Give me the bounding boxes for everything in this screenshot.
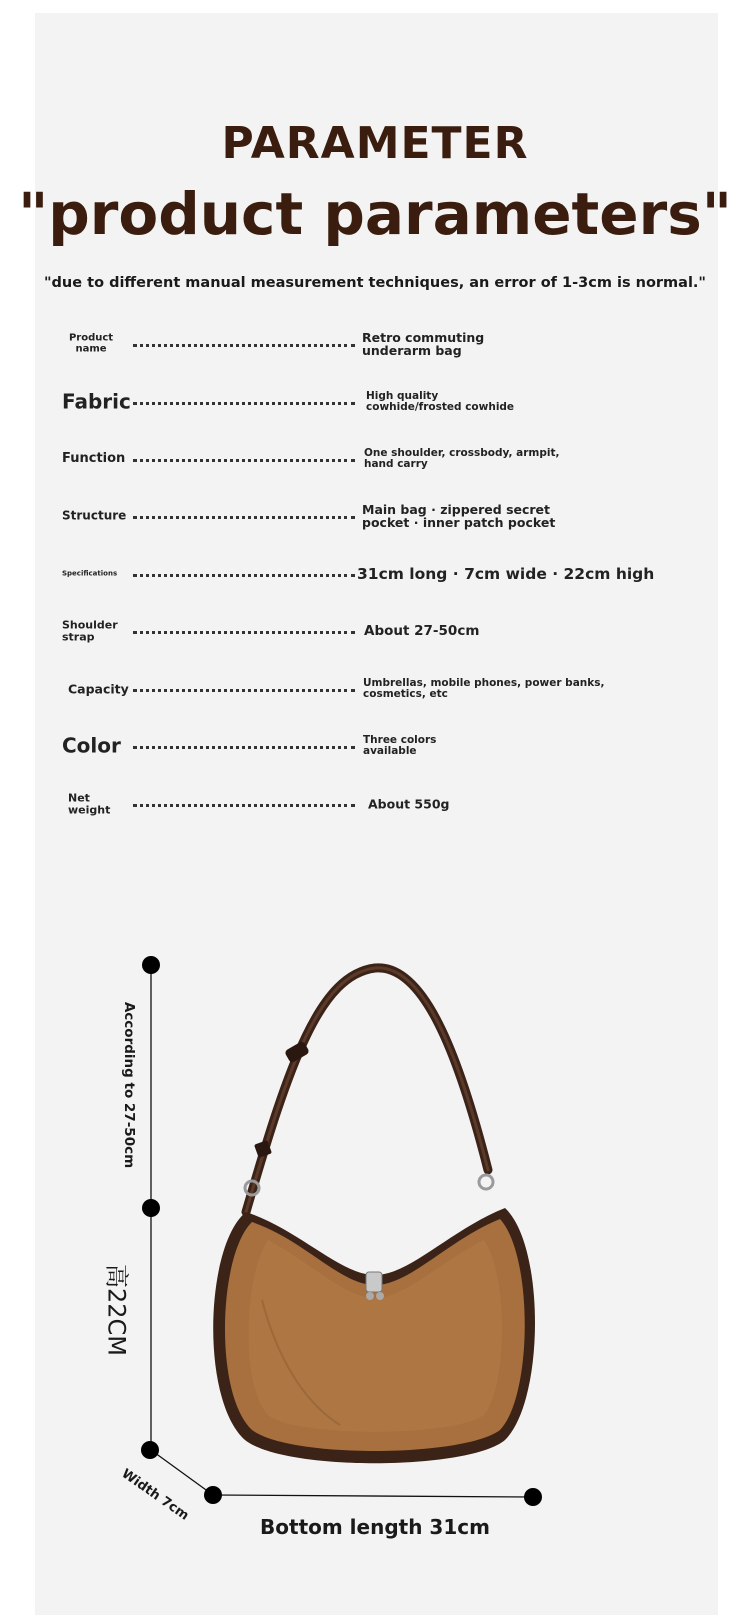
page-title: PARAMETER	[221, 118, 529, 169]
bottom-length-label: Bottom length 31cm	[260, 1515, 490, 1539]
strap-length-label: According to 27-50cm	[121, 1001, 137, 1169]
param-value: About 27-50cm	[364, 622, 480, 639]
bag-bottom-dot	[141, 1441, 159, 1459]
param-value: Main bag · zippered secret pocket · inner patch pocket	[362, 501, 556, 530]
strap-bottom-dot	[142, 1199, 160, 1217]
param-value: Retro commuting underarm bag	[362, 329, 485, 358]
param-label: Structure	[62, 508, 127, 523]
bag-body	[213, 1208, 535, 1463]
param-value: Three colors available	[363, 733, 437, 757]
param-label: Product name	[68, 332, 114, 354]
param-label: Shoulder strap	[62, 618, 118, 643]
param-value: 31cm long · 7cm wide · 22cm high	[357, 564, 655, 583]
width-dot	[204, 1486, 222, 1504]
measurement-note: "due to different manual measurement techniques, an error of 1-3cm is normal."	[44, 275, 706, 291]
strap-top-dot	[142, 956, 160, 974]
param-value: Umbrellas, mobile phones, power banks, cosmetics, etc	[363, 676, 605, 700]
param-label: Specifications	[62, 569, 118, 578]
param-value: One shoulder, crossbody, armpit, hand carry	[364, 446, 560, 470]
param-value: About 550g	[368, 796, 450, 812]
width-label: Width 7cm	[118, 1466, 192, 1524]
length-end-dot	[524, 1488, 542, 1506]
param-label: Capacity	[68, 681, 129, 697]
param-label: Fabric	[62, 389, 131, 414]
param-label: Net weight	[68, 791, 111, 816]
bag-strap	[245, 968, 493, 1212]
param-value: High quality cowhide/frosted cowhide	[366, 389, 515, 413]
height-label: 高22CM	[102, 1263, 131, 1357]
param-label: Color	[62, 733, 121, 758]
right-ring	[479, 1175, 493, 1189]
page-subtitle: "product parameters"	[18, 180, 732, 248]
param-label: Function	[62, 451, 126, 467]
zipper-pull	[366, 1272, 382, 1292]
